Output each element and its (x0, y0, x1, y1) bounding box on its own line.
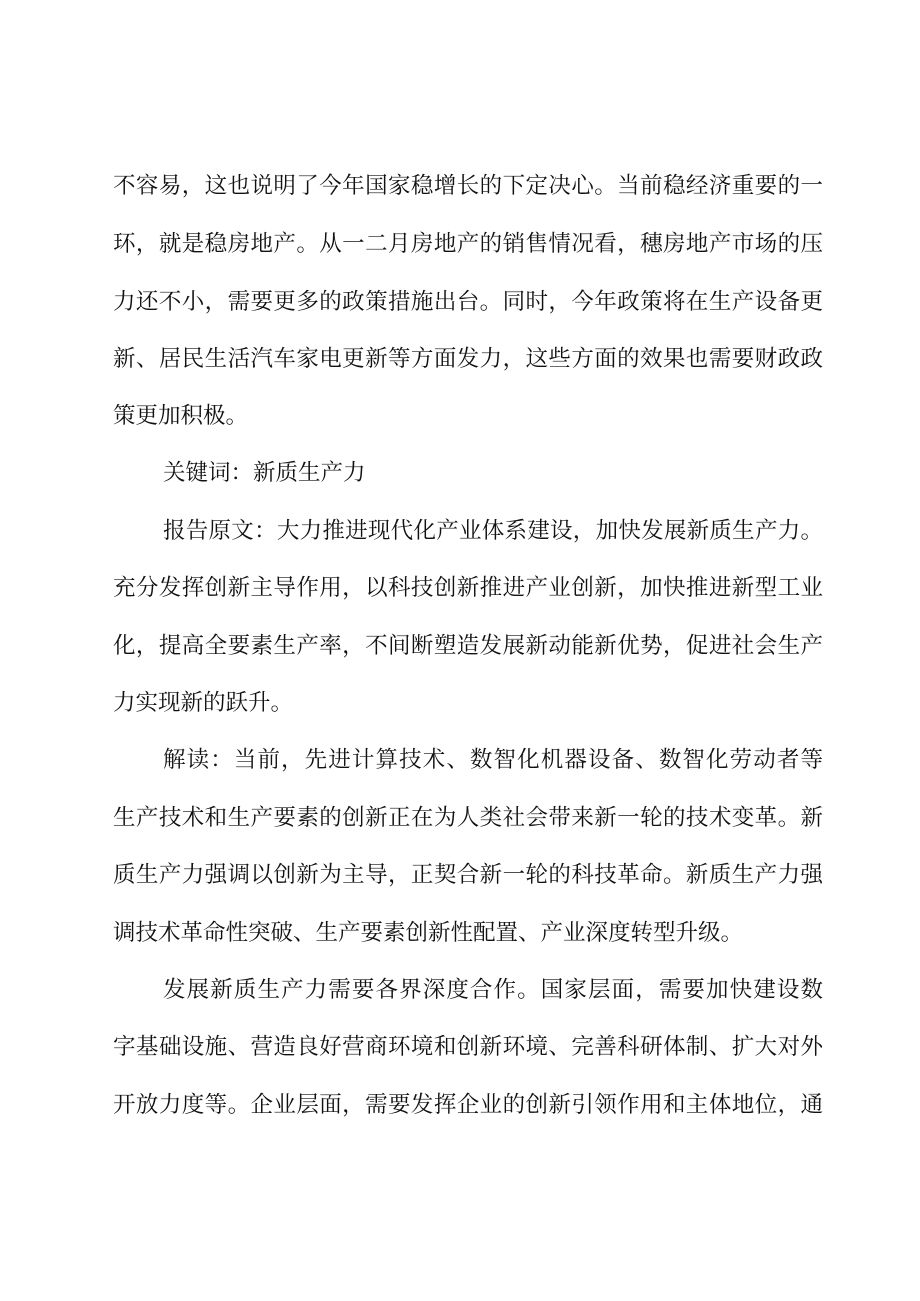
text-line: 力实现新的跃升。 (113, 690, 294, 716)
text-line: 策更加积极。 (113, 403, 249, 429)
text-line: 报告原文：大力推进现代化产业体系建设，加快发展新质生产力。 (163, 518, 823, 544)
text-line: 充分发挥创新主导作用，以科技创新推进产业创新，加快推进新型工业 (113, 575, 823, 601)
text-line: 调技术革命性突破、生产要素创新性配置、产业深度转型升级。 (113, 920, 744, 946)
text-line: 质生产力强调以创新为主导，正契合新一轮的科技革命。新质生产力强 (113, 862, 823, 888)
text-line: 发展新质生产力需要各界深度合作。国家层面，需要加快建设数 (163, 977, 823, 1003)
text-line: 力还不小，需要更多的政策措施出台。同时，今年政策将在生产设备更 (113, 289, 823, 315)
text-line: 环，就是稳房地产。从一二月房地产的销售情况看，穗房地产市场的压 (113, 231, 823, 257)
text-line: 不容易，这也说明了今年国家稳增长的下定决心。当前稳经济重要的一 (113, 173, 823, 199)
text-line: 解读：当前，先进计算技术、数智化机器设备、数智化劳动者等 (163, 747, 823, 773)
text-line: 生产技术和生产要素的创新正在为人类社会带来新一轮的技术变革。新 (113, 805, 823, 831)
keyword-heading: 关键词：新质生产力 (163, 460, 366, 486)
text-line: 化，提高全要素生产率，不间断塑造发展新动能新优势，促进社会生产 (113, 633, 823, 659)
text-line: 新、居民生活汽车家电更新等方面发力，这些方面的效果也需要财政政 (113, 346, 823, 372)
text-line: 字基础设施、营造良好营商环境和创新环境、完善科研体制、扩大对外 (113, 1034, 823, 1060)
text-line: 开放力度等。企业层面，需要发挥企业的创新引领作用和主体地位，通 (113, 1092, 823, 1118)
